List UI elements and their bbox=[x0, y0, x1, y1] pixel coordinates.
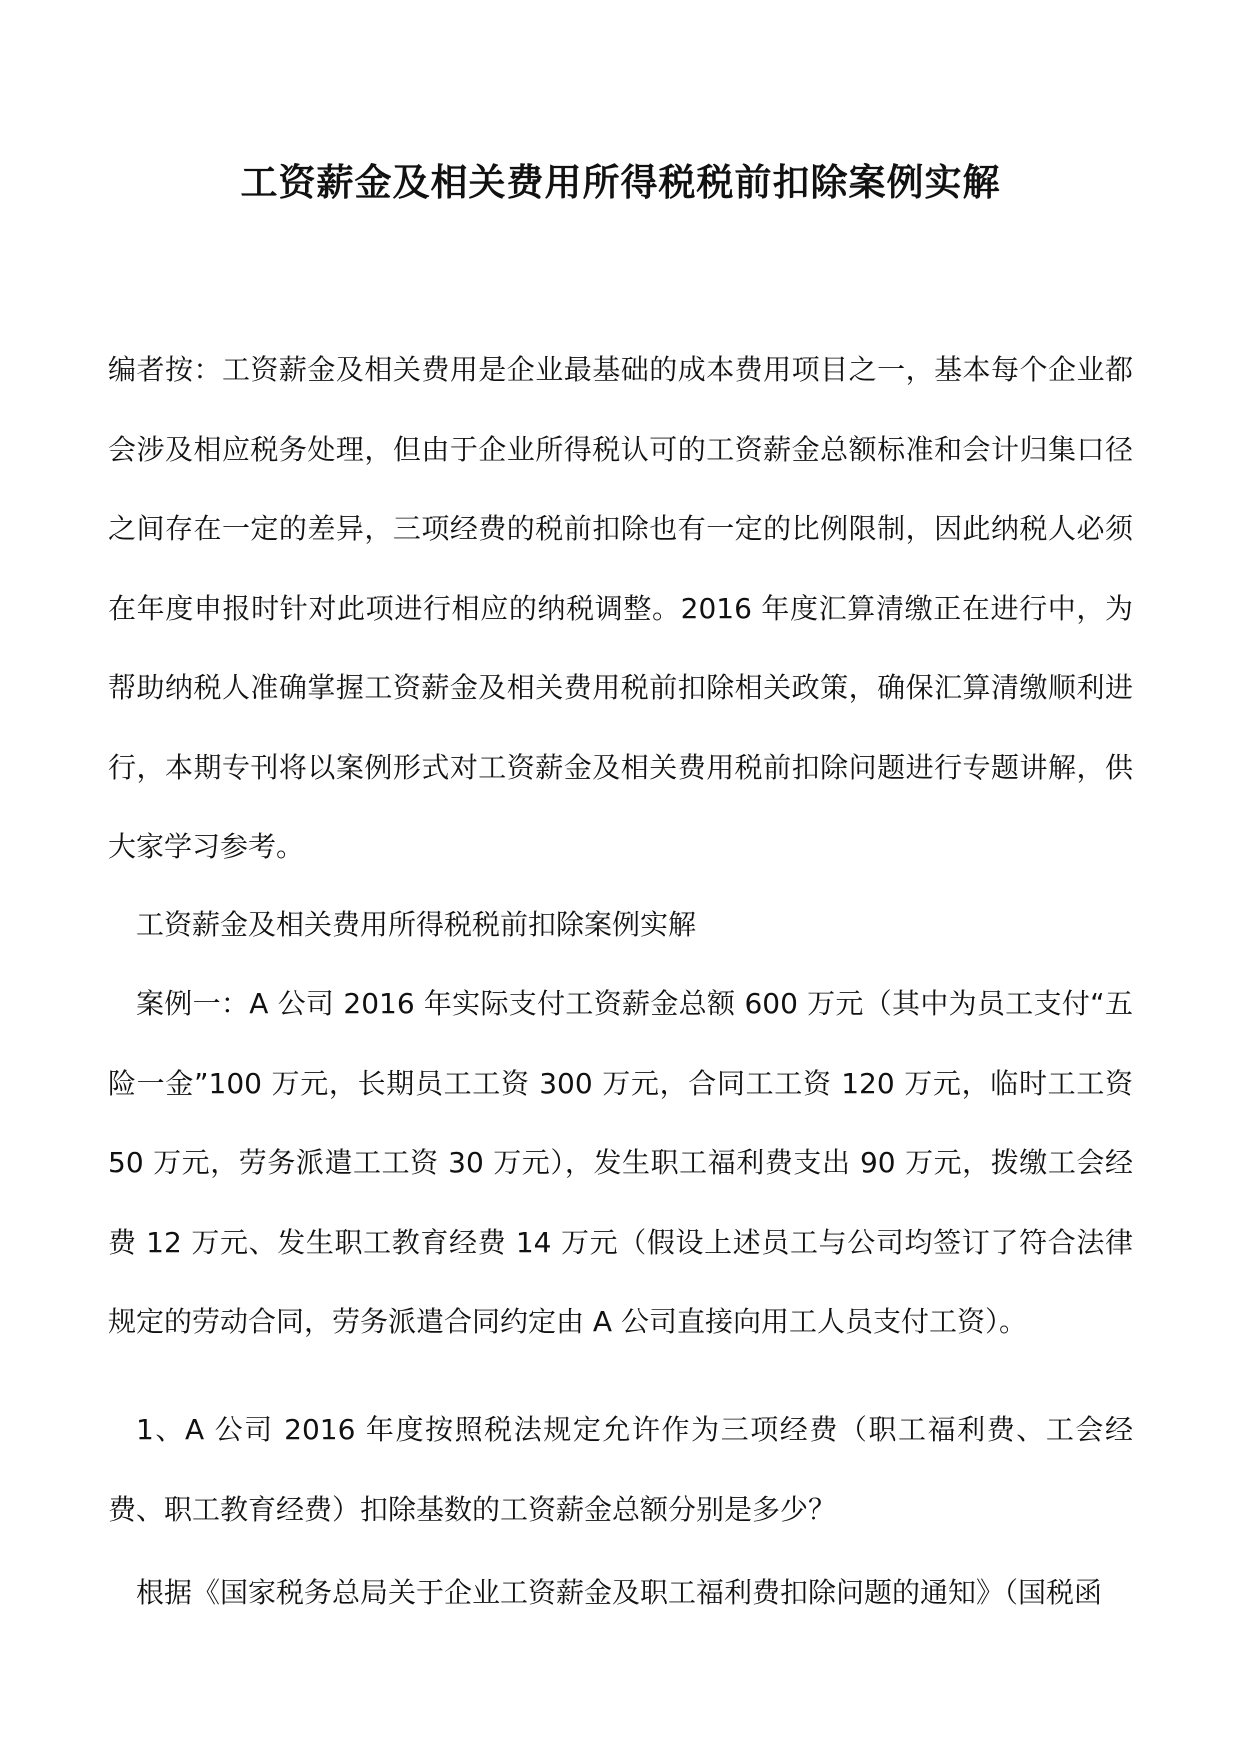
question-one-paragraph: 1、A 公司 2016 年度按照税法规定允许作为三项经费（职工福利费、工会经费、职工教育经费）扣除基数的工资薪金总额分别是多少？ bbox=[108, 1413, 1133, 1526]
document-title: 工资薪金及相关费用所得税税前扣除案例实解 bbox=[240, 160, 1001, 204]
editor-note-paragraph: 编者按：工资薪金及相关费用是企业最基础的成本费用项目之一，基本每个企业都会涉及相应税务处理，但由于企业所得税认可的工资薪金总额标准和会计归集口径之间存在一定的差异，三项经费的税前扣除也有一定的比例限制，因此纳税人必须在年度申报时针对此项进行相应的纳税调整。2016 年度汇算清缴正在进行中，为帮助纳税人准确掌握工资薪金及相关费用税前扣除相关政策，确保汇算清缴顺利进行，本期专刊将以案例形式对工资薪金及相关费用税前扣除问题进行专题讲解，供大家学习参考。 bbox=[108, 353, 1133, 863]
case-one-paragraph: 案例一：A 公司 2016 年实际支付工资薪金总额 600 万元（其中为员工支付“五险一金”100 万元，长期员工工资 300 万元，合同工工资 120 万元，临时工工资 50 万元，劳务派遣工工资 30 万元），发生职工福利费支出 90 万元，拨缴工会经费 12 万元、发生职工教育经费 14 万元（假设上述员工与公司均签订了符合法律规定的劳动合同，劳务派遣合同约定由 A 公司直接向用工人员支付工资）。 bbox=[108, 987, 1133, 1338]
basis-paragraph: 根据《国家税务总局关于企业工资薪金及职工福利费扣除问题的通知》（国税函 bbox=[136, 1576, 1103, 1609]
section-subtitle: 工资薪金及相关费用所得税税前扣除案例实解 bbox=[136, 908, 697, 941]
